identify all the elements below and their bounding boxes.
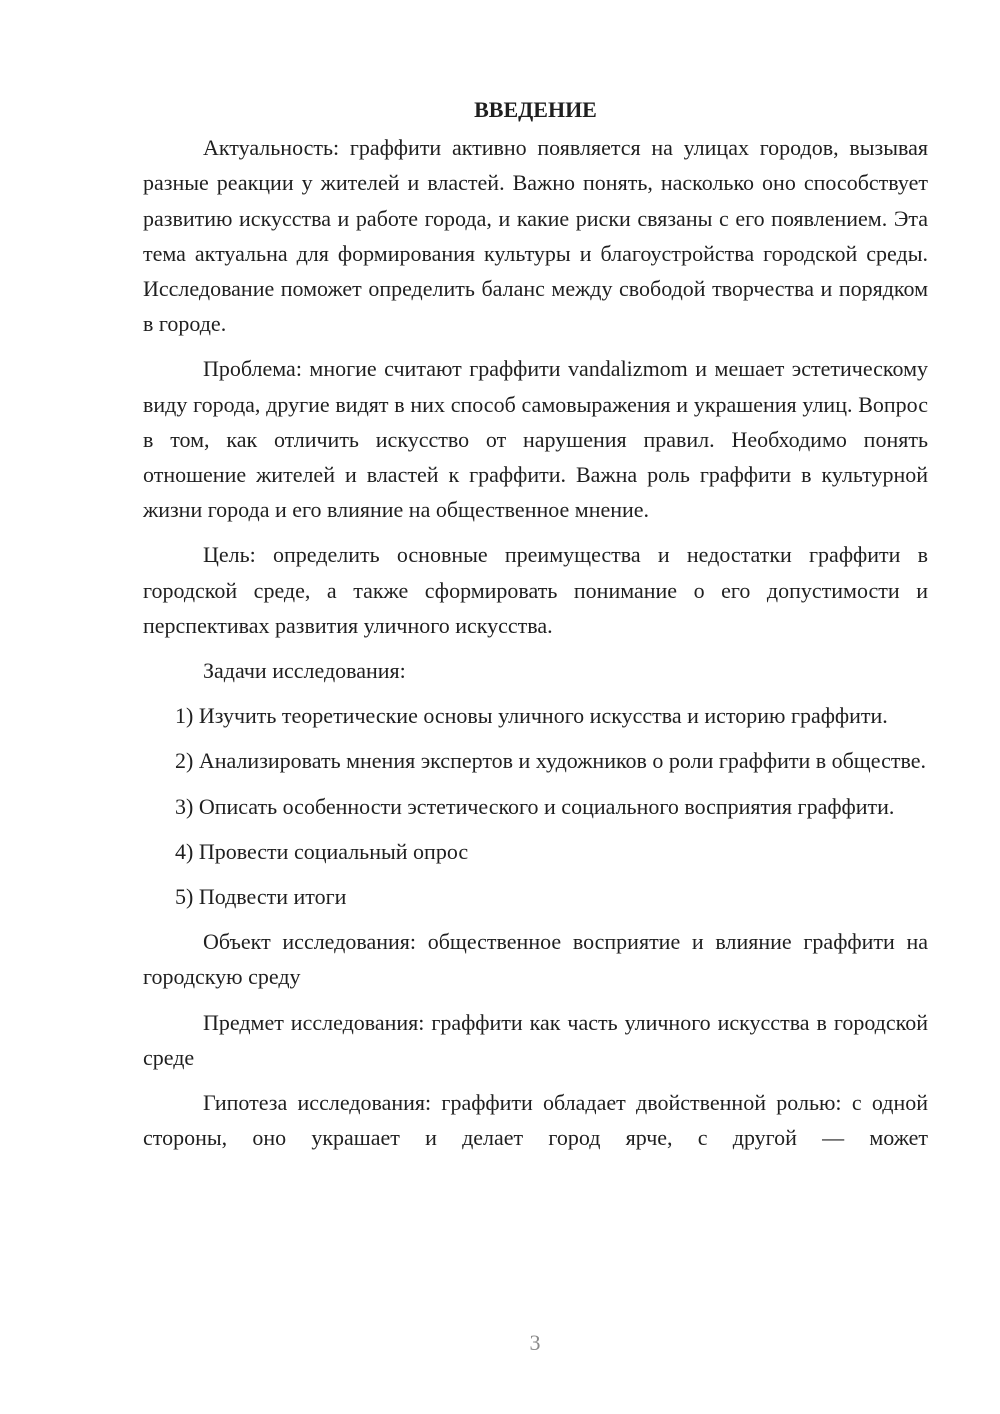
task-item: 5) Подвести итоги [175,884,347,910]
task-item: 4) Провести социальный опрос [175,838,469,864]
task-item: 3) Описать особенности эстетического и социального восприятия граффити. [175,793,895,819]
paragraph-hypothesis: Гипотеза исследования: граффити обладает двойственной ролью: с одной стороны, оно украшает и делает город ярче, с другой — может [143,1090,928,1151]
paragraph-object: Объект исследования: общественное восприятие и влияние граффити на городскую среду [143,929,928,990]
paragraph-problem: Проблема: многие считают граффити vandalizmom и мешает эстетическому виду города, другие видят в них способ самовыражения и украшения улиц. Вопрос в том, как отличить искусство от нарушения правил. Необходимо понять отношение жителей и властей к граффити. Важна роль граффити в культурной жизни города и его влияние на общественное мнение. [143,356,928,523]
page-number: 3 [529,1330,541,1355]
task-item: 2) Анализировать мнения экспертов и художников о роли граффити в обществе. [175,748,926,774]
document-page [143,92,928,1165]
paragraph-goal: Цель: определить основные преимущества и недостатки граффити в городской среде, а также сформировать понимание о его допустимости и перспективах развития уличного искусства. [143,542,928,638]
paragraph-relevance: Актуальность: граффити активно появляется на улицах городов, вызывая разные реакции у жителей и властей. Важно понять, насколько оно способствует развитию искусства и работе города, и какие риски связаны с его появлением. Эта тема актуальна для формирования культуры и благоустройства городской среды. Исследование поможет определить баланс между свободой творчества и порядком в городе. [143,135,928,337]
task-item: 1) Изучить теоретические основы уличного искусства и историю граффити. [175,703,888,729]
section-title: ВВЕДЕНИЕ [474,97,597,122]
paragraph-subject: Предмет исследования: граффити как часть уличного искусства в городской среде [143,1009,928,1070]
tasks-heading: Задачи исследования: [203,658,406,684]
